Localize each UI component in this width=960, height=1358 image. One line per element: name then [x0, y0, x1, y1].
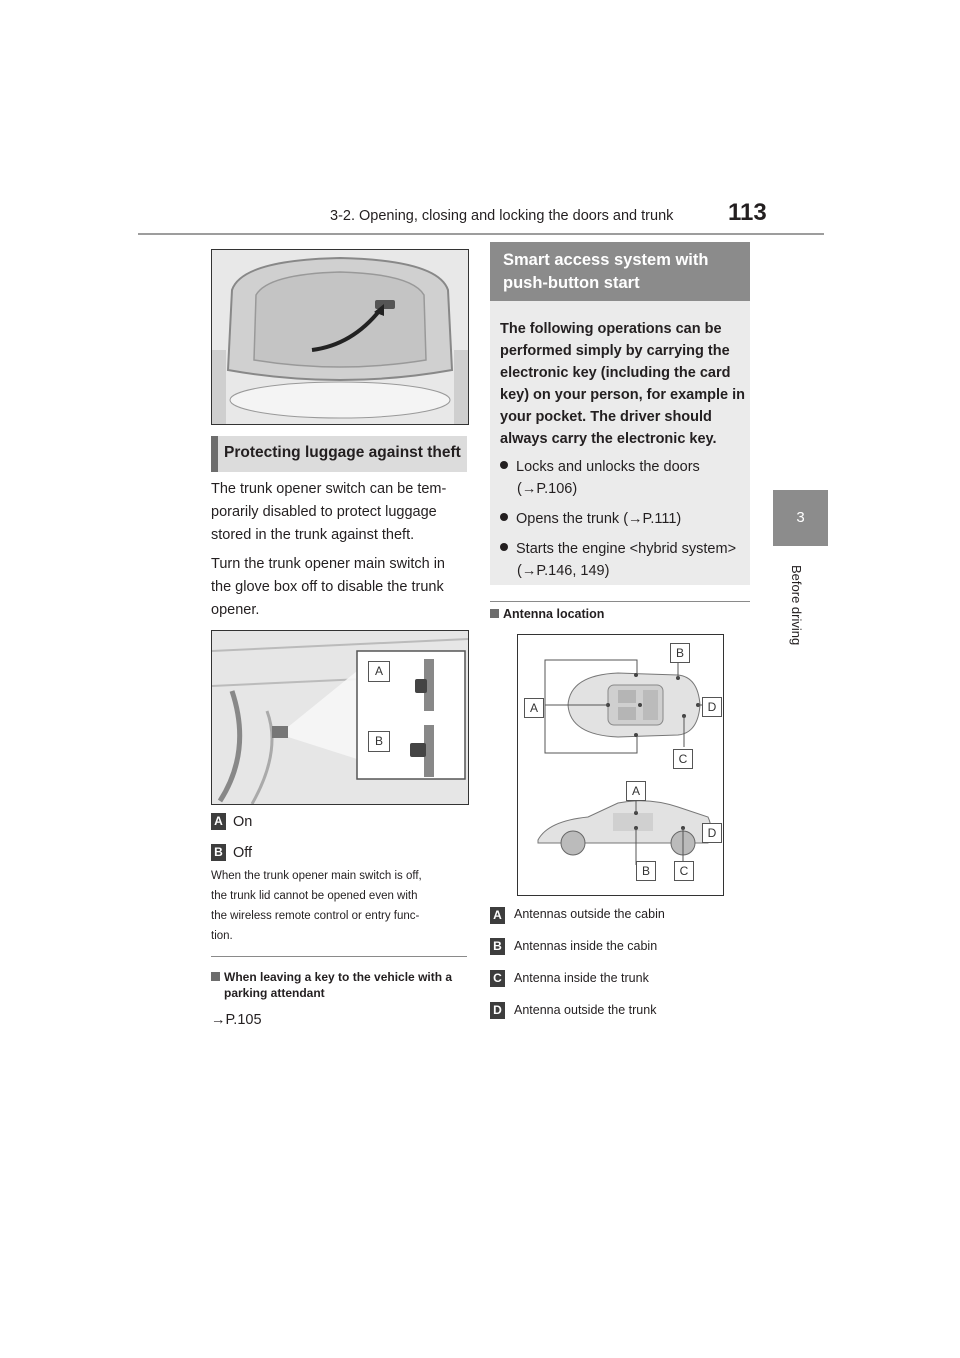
parking-attendant-subheading [211, 969, 473, 1001]
page-number: 113 [728, 199, 767, 226]
antenna-heading-text: Antenna location [503, 607, 605, 621]
note-line: the wireless remote control or entry func- [211, 910, 420, 922]
antenna-badge-d: D [490, 1002, 505, 1019]
chapter-tab: 3 [773, 490, 828, 546]
antenna-top-label-a: A [524, 698, 544, 718]
antenna-badge-a: A [490, 907, 505, 924]
smart-intro [500, 318, 748, 450]
protect-para-1 [211, 478, 471, 547]
smart-heading-line: push-button start [503, 274, 640, 292]
square-bullet-icon [211, 972, 220, 981]
bullet-ref[interactable]: (→P.146, 149) [517, 563, 610, 579]
antenna-legend-d: Antenna outside the trunk [514, 1003, 657, 1017]
right-divider [490, 601, 750, 602]
intro-line: always carry the electronic key. [500, 431, 717, 447]
smart-access-heading [490, 242, 750, 301]
glovebox-drawing [212, 631, 468, 804]
antenna-side-label-c: C [674, 861, 694, 881]
antenna-side-label-b: B [636, 861, 656, 881]
note-line: When the trunk opener main switch is off, [211, 870, 422, 882]
protect-heading-text: Protecting luggage against theft [224, 444, 461, 461]
antenna-top-label-c: C [673, 749, 693, 769]
smart-heading-line: Smart access system with [503, 251, 709, 269]
switch-note [211, 866, 471, 946]
antenna-legend-c: Antenna inside the trunk [514, 971, 649, 985]
legend-badge-a: A [211, 813, 226, 830]
antenna-badge-c: C [490, 970, 505, 987]
protect-para-1-line: The trunk opener switch can be tem- [211, 481, 447, 497]
trunk-lid-drawing [212, 250, 468, 424]
page-reference-link[interactable]: →P.105 [211, 1012, 262, 1028]
header-divider [138, 233, 824, 235]
section-title: 3-2. Opening, closing and locking the doors and trunk [330, 208, 674, 224]
switch-label-b: B [368, 731, 390, 752]
protect-para-2-line: opener. [211, 602, 260, 618]
glovebox-switch-illustration [211, 630, 469, 805]
note-line: the trunk lid cannot be opened even with [211, 890, 418, 902]
legend-badge-b: B [211, 844, 226, 861]
protect-para-2-line: the glove box off to disable the trunk [211, 579, 444, 595]
protect-para-2 [211, 553, 471, 622]
antenna-heading [490, 607, 604, 621]
antenna-badge-b: B [490, 938, 505, 955]
bullet-item: Starts the engine <hybrid system> [500, 538, 748, 560]
bullet-item: Locks and unlocks the doors [500, 456, 748, 478]
intro-line: The following operations can be [500, 321, 722, 337]
antenna-side-label-d: D [702, 823, 722, 843]
legend-on: On [233, 814, 253, 830]
antenna-side-label-a: A [626, 781, 646, 801]
trunk-lid-illustration [211, 249, 469, 425]
bullet-icon [500, 543, 508, 551]
bullet-item: Opens the trunk (→P.111) [500, 508, 748, 530]
protect-para-1-line: porarily disabled to protect luggage [211, 504, 437, 520]
antenna-top-label-d: D [702, 697, 722, 717]
chapter-label: Before driving [789, 565, 804, 646]
bullet-icon [500, 461, 508, 469]
subheading-line: When leaving a key to the vehicle with a [224, 970, 453, 984]
antenna-legend-b: Antennas inside the cabin [514, 939, 658, 953]
protect-heading [211, 436, 467, 472]
square-bullet-icon [490, 609, 499, 618]
protect-para-2-line: Turn the trunk opener main switch in [211, 556, 445, 572]
left-divider [211, 956, 467, 957]
protect-para-1-line: stored in the trunk against theft. [211, 527, 415, 543]
intro-line: electronic key (including the card [500, 365, 731, 381]
subheading-line: parking attendant [224, 986, 325, 1000]
switch-label-a: A [368, 661, 390, 682]
smart-access-box [490, 242, 750, 585]
bullet-ref[interactable]: (→P.106) [517, 481, 578, 497]
intro-line: key) on your person, for example in [500, 387, 745, 403]
antenna-top-label-b: B [670, 643, 690, 663]
antenna-legend-a: Antennas outside the cabin [514, 907, 665, 921]
bullet-icon [500, 513, 508, 521]
intro-line: performed simply by carrying the [500, 343, 730, 359]
legend-off: Off [233, 845, 253, 861]
antenna-location-illustration [517, 634, 724, 896]
smart-bullets [500, 456, 748, 582]
intro-line: your pocket. The driver should [500, 409, 712, 425]
note-line: tion. [211, 930, 233, 942]
